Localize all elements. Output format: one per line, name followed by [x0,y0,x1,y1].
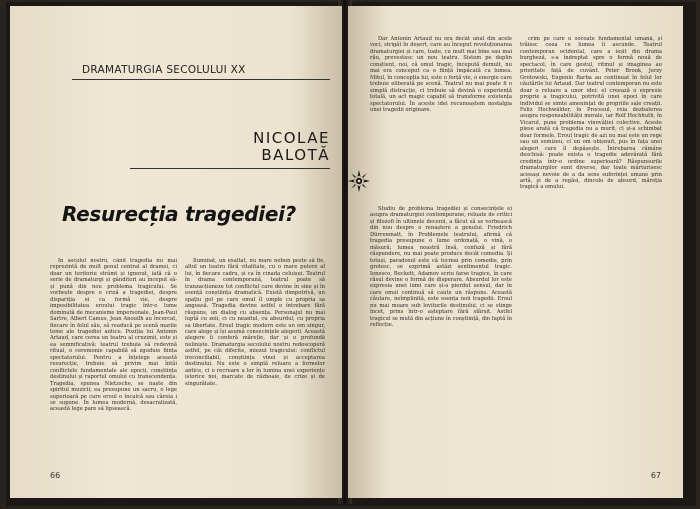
author-name [130,130,330,164]
left-page [10,6,342,498]
paragraph: crim pe care o socoate fundamental umană, și trăiesc ceea ce lumea îi ascunde. Teatrul contemporan ocidental, care a ieșit din drama burgheză, s-a îndreptat spre o formă nouă de spectacol, în care gestul, ritmul și imaginea au prioritate față de cuvânt. Peter Brook, Jerzy Grotowski, Eugenio Barba au continuat în felul lor căutările lui Artaud. Dar teatrul contemporan nu este doar o reluare a unor idei: el creează o expresie proprie a tragicului, potrivită unei epoci în care individul se simte amenințat de propriile sale creații. Feliz Hochwälder, în Procesul, reia dezbaterea asupra responsabilității morale, iar Rolf Hochhuth, în Vicarul, pune problema vinovăției colective. Aceste piese arată că tragedia nu a murit, ci și-a schimbat doar formele. Eroul tragic de azi nu mai este un rege sau un semizeu, ci un om obișnuit, pus în fața unei alegeri care îl depășește. Întrebarea rămâne deschisă: poate exista o tragedie adevărată fără credința într-o ordine superioară? Răspunsurile dramaturgilor sunt diverse, dar toate mărturisesc aceeași nevoie de a da sens suferinței umane prin artă, și de a regăsi, dincolo de absurd, măreția tragică a omului. [520,36,662,191]
paragraph: În secolul nostru, când tragedia nu mai reprezintă de mult genul central al dramei, ci doar un teritoriu strâmt și ignorat, iată că o serie de dramaturgi și gânditori au început să-și pună din nou problema tragicului. Se vorbește despre o criză a tragediei, despre dispariția ei ca formă vie, despre imposibilitatea eroului tragic într-o lume dominată de mecanisme impersonale. Jean-Paul Sartre, Albert Camus, Jean Anouilh au încercat, fiecare în felul său, să readucă pe scenă marile teme ale tragediei antice. Poziția lui Antonin Artaud, care cerea un teatru al cruzimii, este și ea semnificativă: teatrul trebuia să redevină ritual, o ceremonie capabilă să zguduie ființa spectatorului. Pentru a înțelege această resurecție, trebuie să privim mai întâi conflictele fundamentale ale epocii, conștiința destinului și raportul omului cu transcendența. Tragedia, spunea Nietzsche, se naște din spiritul muzicii; ea presupune un sacru, o lege superioară pe care eroul o încalcă sau căreia i se supune. În lumea modernă, desacralizată, această lege pare să lipsească. [50,258,177,413]
paragraph: Iluminat, un exaltat, nu mare nobun peste să fie, altul un teatru fără vitalitate, cu o mare putere al lui, în fiecare cadru, și ca în cinada celuișui. Teatrul în drama contemporană, teatrul poate să tranzacționeze tot conflictul care devine în sine și în esență conștiința dramatică. Există dimpotrivă, un spațiu gol pe care omul îl umple cu propria sa angoasă. Tragedia devine astfel o întrebare fără răspuns, un dialog cu absența. Personajul nu mai luptă cu zeii, ci cu neantul, cu absurdul, cu propria sa libertate. Eroul tragic modern este un om singur, care alege și își asumă consecințele alegerii. Această alegere îi conferă măreție, dar și o profundă neliniște. Dramaturgia secolului nostru redescoperă astfel, pe căi diferite, miezul tragicului: conflictul ireconciliabil, conștiința vinei și acceptarea destinului. Nu este o simplă reluare a formelor antice, ci o recreare a lor în lumina unei experiențe istorice noi, marcate de războaie, de crize și de singurătate. [185,258,325,387]
author-first-name: NICOLAE [253,129,330,147]
author-rule [130,168,330,169]
text-column-2 [185,258,325,446]
header-rule [72,79,330,80]
right-page [348,6,683,498]
section-title: DRAMATURGIA SECOLULUI XX [82,64,246,76]
star-ornament-icon [348,170,370,192]
author-last-name: BALOTĂ [261,146,330,164]
page-number-left: 66 [50,471,61,480]
page-number-right: 67 [650,471,661,480]
text-column-4 [520,36,662,448]
text-column-1 [50,258,177,446]
paragraph: Dar Antonin Artaud nu era decât unul din acele voci, strigăt în deșert, care au început revoluționarea dramaturgiei și care, toate, cu mult mai bine sau mai rău, prevestesc un nou teatru. Sistem pe deplin conștient, noi, că omul tragic, începută demult, nu mai era conceput ca o ființă împăcată cu lumea. Mitul, în concepția lui, este o forță vie, o energie care trebuie eliberată pe scenă. Teatrul nu mai poate fi o simplă distracție, ci trebuie să devină o experiență totală, un act magic capabil să transforme existența spectatorului. În aceste idei recunoaștem nostalgia unei tragedii originare. [370,36,512,113]
article-headline: Resurecția tragediei? [62,202,296,226]
paragraph: Studiu de problema tragediei și consecințele ei asupra dramaturgiei contemporane, reluate de critici și filozofi în ultimele decenii, a făcut să se vorbească din nou despre o renaștere a genului. Friedrich Dürrenmatt, în Problemele teatrului, afirmă că tragedia presupune o lume ordonată, o vină, o măsură; lumea noastră însă, confuză și fără răspundere, nu mai poate produce decât comedia. Și totuși, paradoxul este că tocmai prin comedie, prin grotesc, se exprimă astăzi sentimentul tragic. Ionesco, Beckett, Adamov scriu farse tragice, în care râsul devine o formă de disperare. Absurdul lor este expresia unei lumi care și-a pierdut sensul, dar în care omul continuă să caute un răspuns. Această căutare, neîmplinită, este esența noii tragedii. Eroul nu mai moare sub loviturile destinului, ci se stinge încet, prins într-o așteptare fără sfârșit. Astfel tragicul se mută din acțiune în conștiință, din faptă în reflecție. [370,206,512,329]
text-column-3-top [370,36,512,170]
text-column-3-bottom [370,206,512,448]
